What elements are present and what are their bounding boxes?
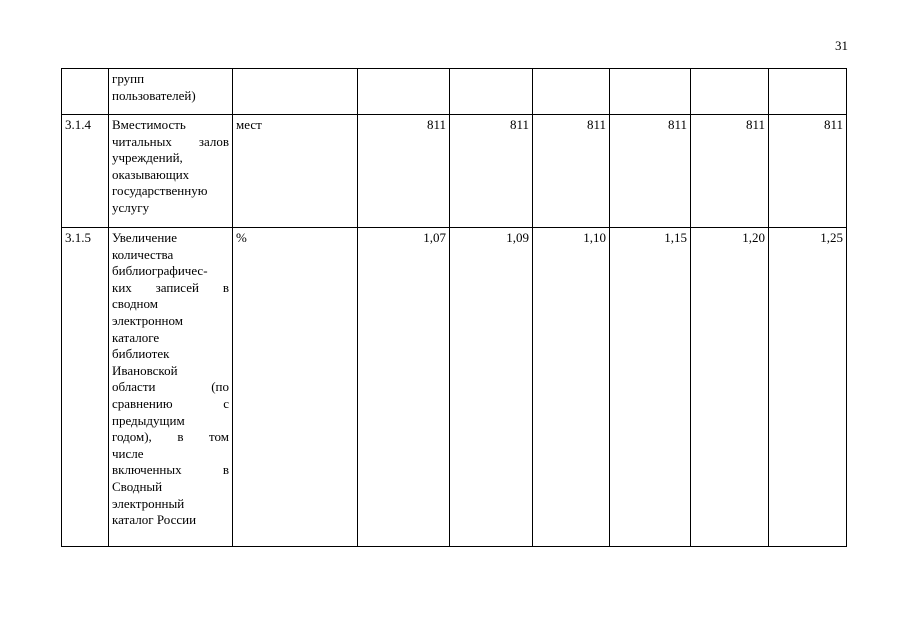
- indicator-name-line: Вместимость: [112, 117, 186, 132]
- unit-cell: %: [233, 228, 358, 547]
- value-cell: [450, 69, 533, 115]
- indicator-name-line: Ивановской: [112, 362, 178, 378]
- indicator-name-line: количества: [112, 246, 174, 262]
- indicator-name-line: оказывающих: [112, 166, 190, 182]
- indicator-name-line: включенных в: [112, 462, 229, 478]
- indicator-name-line: каталоге: [112, 329, 160, 345]
- value-cell: 1,25: [769, 228, 847, 547]
- value-cell: [769, 69, 847, 115]
- row-number: [62, 69, 109, 115]
- indicator-name-line: групп: [112, 71, 145, 86]
- value-cell: [610, 69, 691, 115]
- indicator-name-line: сравнению с: [112, 395, 229, 411]
- value-cell: 1,07: [358, 228, 450, 547]
- indicator-name-line: числе: [112, 445, 144, 461]
- page-number: 31: [835, 38, 848, 53]
- table-row: [62, 228, 847, 547]
- indicator-name-line: услугу: [112, 199, 150, 215]
- indicator-name: [109, 69, 233, 115]
- indicator-name-line: ких записей в: [112, 279, 229, 295]
- unit-cell: [233, 69, 358, 115]
- indicator-name: [109, 228, 233, 547]
- indicators-table: [61, 68, 847, 547]
- value-cell: 811: [358, 115, 450, 228]
- value-cell: [358, 69, 450, 115]
- indicator-name-line: сводном: [112, 296, 158, 312]
- indicator-name-line: пользователей): [112, 87, 196, 103]
- value-cell: 811: [769, 115, 847, 228]
- unit-cell: мест: [233, 115, 358, 228]
- indicator-name-line: учреждений,: [112, 150, 183, 166]
- indicator-name-line: области (по: [112, 379, 229, 395]
- value-cell: 1,09: [450, 228, 533, 547]
- table-row: [62, 115, 847, 228]
- value-cell: 811: [450, 115, 533, 228]
- value-cell: 1,10: [533, 228, 610, 547]
- indicator-name-line: электронном: [112, 312, 183, 328]
- value-cell: 1,20: [691, 228, 769, 547]
- indicator-name-line: годом), в том: [112, 429, 229, 445]
- value-cell: [533, 69, 610, 115]
- indicator-name-line: библиотек: [112, 346, 170, 362]
- indicator-name-line: библиографичес-: [112, 263, 208, 279]
- indicator-name-line: каталог России: [112, 512, 197, 528]
- value-cell: 811: [533, 115, 610, 228]
- value-cell: [691, 69, 769, 115]
- indicator-name: [109, 115, 233, 228]
- row-number: 3.1.5: [62, 228, 109, 547]
- indicator-name-line: Увеличение: [112, 230, 178, 245]
- table-row: [62, 69, 847, 115]
- indicator-name-line: электронный: [112, 495, 185, 511]
- indicator-name-line: государственную: [112, 183, 208, 199]
- indicator-name-line: Сводный: [112, 478, 163, 494]
- value-cell: 811: [691, 115, 769, 228]
- row-number: 3.1.4: [62, 115, 109, 228]
- value-cell: 811: [610, 115, 691, 228]
- value-cell: 1,15: [610, 228, 691, 547]
- indicator-name-line: читальных залов: [112, 133, 229, 149]
- indicator-name-line: предыдущим: [112, 412, 185, 428]
